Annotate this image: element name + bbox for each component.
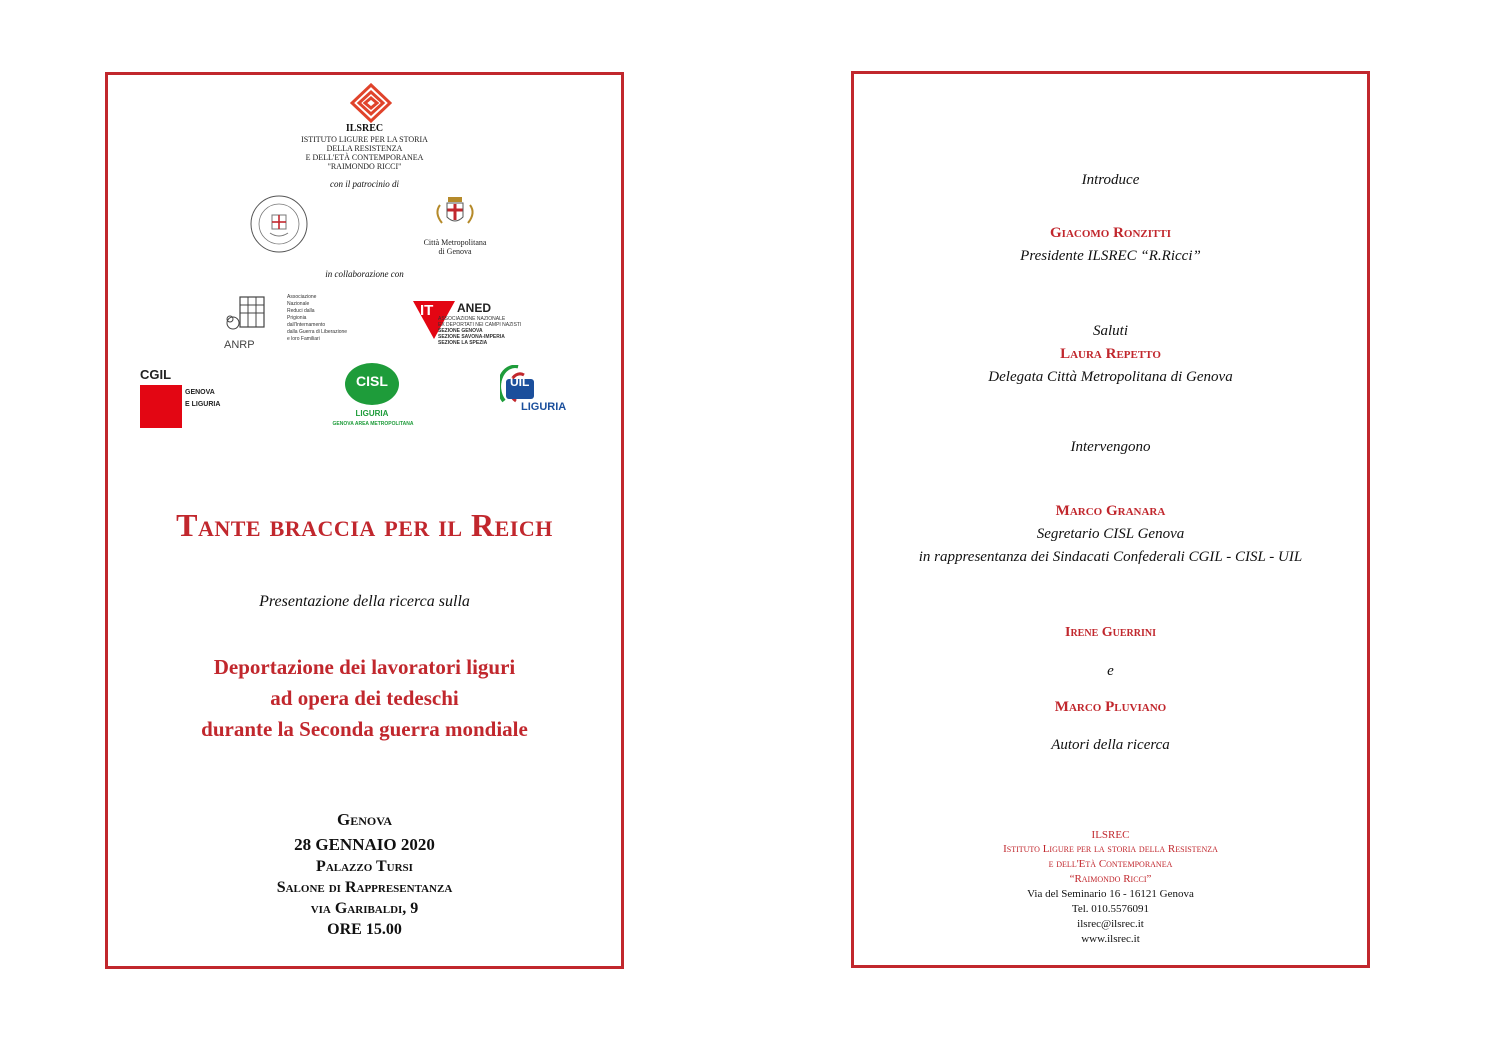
aned-desc-line: SEZIONE GENOVA xyxy=(438,328,483,334)
ilsrec-logo-icon xyxy=(350,83,392,123)
aned-desc-line: ASSOCIAZIONE NAZIONALE xyxy=(438,316,506,322)
cisl-area: GENOVA AREA METROPOLITANA xyxy=(332,421,414,427)
ilsrec-line-1: ISTITUTO LIGURE PER LA STORIA xyxy=(301,135,428,144)
footer-org-name-2: e dell'Età Contemporanea xyxy=(1048,858,1173,870)
event-venue: Palazzo Tursi xyxy=(316,858,413,875)
research-line-3: durante la Seconda guerra mondiale xyxy=(201,717,528,741)
introducer-name: Giacomo Ronzitti xyxy=(1050,225,1171,241)
speaker1-role: Segretario CISL Genova xyxy=(1036,526,1185,542)
aned-desc-line: SEZIONE LA SPEZIA xyxy=(438,340,488,346)
research-line-2: ad opera dei tedeschi xyxy=(270,686,459,710)
footer-address: Via del Seminario 16 - 16121 Genova xyxy=(1027,888,1194,900)
footer-org-name-1: Istituto Ligure per la storia della Resistenza xyxy=(1003,843,1218,855)
footer-phone: Tel. 010.5576091 xyxy=(1071,903,1150,915)
saluti-role: Delegata Città Metropolitana di Genova xyxy=(988,369,1233,385)
introducer-role: Presidente ILSREC “R.Ricci” xyxy=(1020,248,1201,264)
anrp-desc-line: dalla Guerra di Liberazione xyxy=(287,329,348,335)
saluti-label: Saluti xyxy=(1092,323,1128,339)
anrp-desc-line: Prigionia xyxy=(287,315,307,321)
speaker1-name: Marco Granara xyxy=(1055,503,1166,519)
ilsrec-line-4: "RAIMONDO RICCI" xyxy=(327,162,402,171)
cgil-sub-line: GENOVA xyxy=(185,389,215,396)
anrp-description xyxy=(287,294,357,343)
collaborazione-text: in collaborazione con xyxy=(325,269,404,279)
citta-metropolitana-crest-icon xyxy=(430,193,480,233)
speaker3-name: Marco Pluviano xyxy=(1054,699,1167,715)
research-line-1: Deportazione dei lavoratori liguri xyxy=(213,655,516,679)
invitation-program-panel xyxy=(851,71,1370,968)
aned-desc-line: EX DEPORTATI NEI CAMPI NAZISTI xyxy=(438,322,522,328)
footer-website[interactable]: www.ilsrec.it xyxy=(1081,933,1140,945)
footer-org-acronym: ILSREC xyxy=(1091,829,1130,841)
intervengono-label: Intervengono xyxy=(1070,439,1151,455)
event-room: Salone di Rappresentanza xyxy=(276,879,453,896)
cgil-square-icon xyxy=(140,385,182,428)
aned-desc-line: SEZIONE SAVONA-IMPERIA xyxy=(438,334,505,340)
aned-description xyxy=(438,316,528,346)
cisl-name: CISL xyxy=(356,373,388,389)
anrp-desc-line: e loro Familiari xyxy=(287,336,320,342)
regione-liguria-seal-icon xyxy=(248,193,310,255)
invitation-cover-panel xyxy=(105,72,624,969)
cgil-subtitle xyxy=(185,387,220,411)
citta-line-1: Città Metropolitana xyxy=(423,238,487,247)
aned-name: ANED xyxy=(457,301,492,315)
event-title: Tante braccia per il Reich xyxy=(176,507,553,543)
cgil-sub-line: E LIGURIA xyxy=(185,401,221,408)
anrp-logo-icon xyxy=(218,295,284,345)
anrp-label: ANRP xyxy=(224,339,255,351)
cisl-sub: LIGURIA xyxy=(355,409,389,418)
speaker1-note: in rappresentanza dei Sindacati Confederali CGIL - CISL - UIL xyxy=(918,549,1303,565)
uil-sub: LIGURIA xyxy=(521,401,567,413)
conjunction: e xyxy=(1107,663,1114,679)
patrocinio-text: con il patrocinio di xyxy=(330,179,399,189)
event-city: Genova xyxy=(336,810,392,829)
saluti-name: Laura Repetto xyxy=(1060,346,1161,362)
event-subtitle: Presentazione della ricerca sulla xyxy=(259,593,470,610)
citta-line-2: di Genova xyxy=(438,247,472,256)
event-address: via Garibaldi, 9 xyxy=(310,900,419,917)
event-time: ORE 15.00 xyxy=(327,921,402,938)
anrp-desc-line: Reduci dalla xyxy=(287,308,315,314)
speaker2-name: Irene Guerrini xyxy=(1065,625,1156,640)
cgil-name: CGIL xyxy=(140,367,172,382)
ilsrec-name: ILSREC xyxy=(345,123,384,134)
authors-label: Autori della ricerca xyxy=(1051,737,1170,753)
anrp-desc-line: Associazione xyxy=(287,294,317,300)
footer-email[interactable]: ilsrec@ilsrec.it xyxy=(1077,918,1144,930)
anrp-desc-line: Nazionale xyxy=(287,301,310,307)
aned-it-mark: IT xyxy=(420,302,434,319)
event-date: 28 GENNAIO 2020 xyxy=(294,835,435,854)
anrp-desc-line: dall'Internamento xyxy=(287,322,326,328)
introduce-label: Introduce xyxy=(1081,172,1140,188)
ilsrec-line-2: DELLA RESISTENZA xyxy=(326,144,403,153)
ilsrec-line-3: E DELL'ETÀ CONTEMPORANEA xyxy=(305,153,424,162)
uil-name: UIL xyxy=(510,375,530,389)
footer-org-name-3: “Raimondo Ricci” xyxy=(1069,873,1152,885)
